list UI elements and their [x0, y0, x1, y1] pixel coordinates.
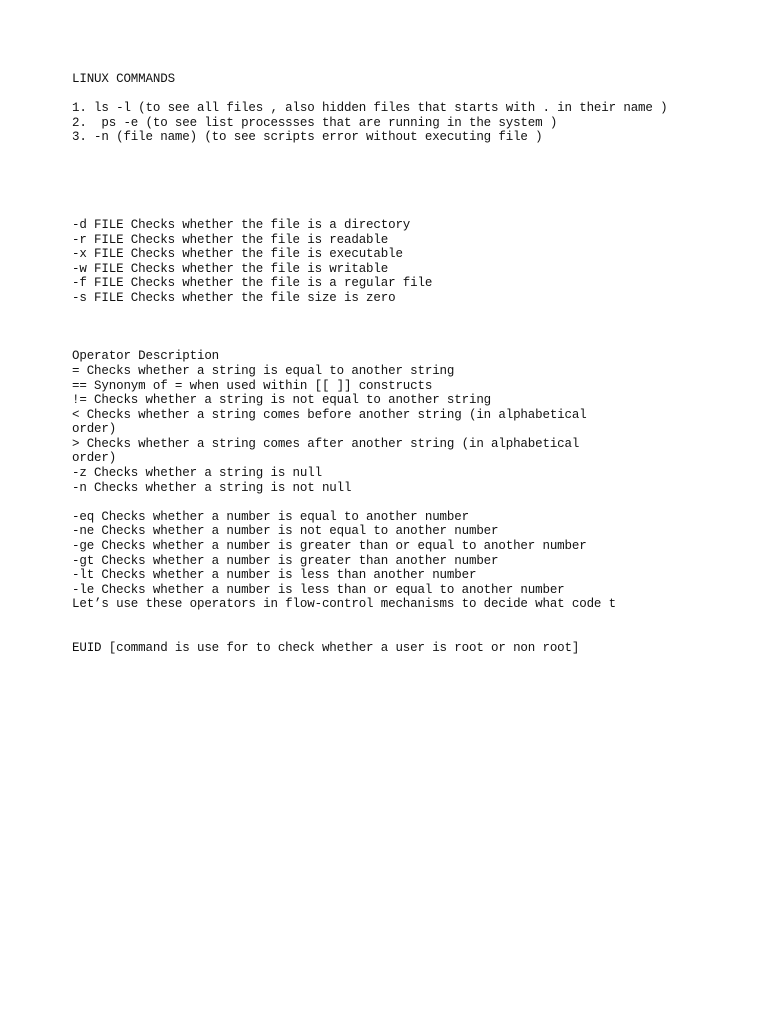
string-operator-item: < Checks whether a string comes before another string (in alphabetical — [72, 407, 587, 422]
euid-note: EUID [command is use for to check whether a user is root or non root] — [72, 641, 580, 656]
string-operator-item: order) — [72, 451, 117, 466]
string-operator-item: = Checks whether a string is equal to another string — [72, 363, 455, 378]
string-operators-header: Operator Description — [72, 349, 220, 364]
number-operator-item: -le Checks whether a number is less than or equal to another number — [72, 582, 565, 597]
spacer — [72, 306, 752, 350]
command-item: 3. -n (file name) (to see scripts error without executing file ) — [72, 130, 543, 145]
number-operator-item: -lt Checks whether a number is less than another number — [72, 568, 477, 583]
string-operator-item: > Checks whether a string comes after another string (in alphabetical — [72, 436, 580, 451]
document-title: LINUX COMMANDS — [72, 72, 175, 86]
string-operator-item: -n Checks whether a string is not null — [72, 480, 352, 495]
document-body — [72, 72, 752, 656]
flow-control-note: Let’s use these operators in flow-control mechanisms to decide what code t — [72, 597, 616, 612]
spacer — [72, 612, 752, 641]
command-item: 2. ps -e (to see list processses that are running in the system ) — [72, 115, 558, 130]
number-operators-list — [72, 510, 752, 612]
string-operator-item: -z Checks whether a string is null — [72, 466, 322, 481]
string-operators-list — [72, 349, 752, 495]
string-operator-item: == Synonym of = when used within [[ ]] constructs — [72, 378, 433, 393]
file-test-item: -s FILE Checks whether the file size is zero — [72, 290, 396, 305]
file-test-item: -d FILE Checks whether the file is a directory — [72, 217, 411, 232]
number-operator-item: -ge Checks whether a number is greater than or equal to another number — [72, 539, 587, 554]
file-tests-list — [72, 218, 752, 306]
spacer — [72, 87, 752, 102]
string-operator-item: order) — [72, 422, 117, 437]
string-operator-item: != Checks whether a string is not equal to another string — [72, 393, 492, 408]
commands-list — [72, 101, 752, 145]
file-test-item: -w FILE Checks whether the file is writable — [72, 261, 389, 276]
number-operator-item: -gt Checks whether a number is greater than another number — [72, 553, 499, 568]
spacer — [72, 495, 752, 510]
spacer — [72, 145, 752, 218]
file-test-item: -x FILE Checks whether the file is executable — [72, 247, 403, 262]
file-test-item: -r FILE Checks whether the file is readable — [72, 232, 389, 247]
number-operator-item: -eq Checks whether a number is equal to another number — [72, 509, 469, 524]
file-test-item: -f FILE Checks whether the file is a regular file — [72, 276, 433, 291]
number-operator-item: -ne Checks whether a number is not equal to another number — [72, 524, 499, 539]
command-item: 1. ls -l (to see all files , also hidden files that starts with . in their name ) — [72, 101, 668, 116]
